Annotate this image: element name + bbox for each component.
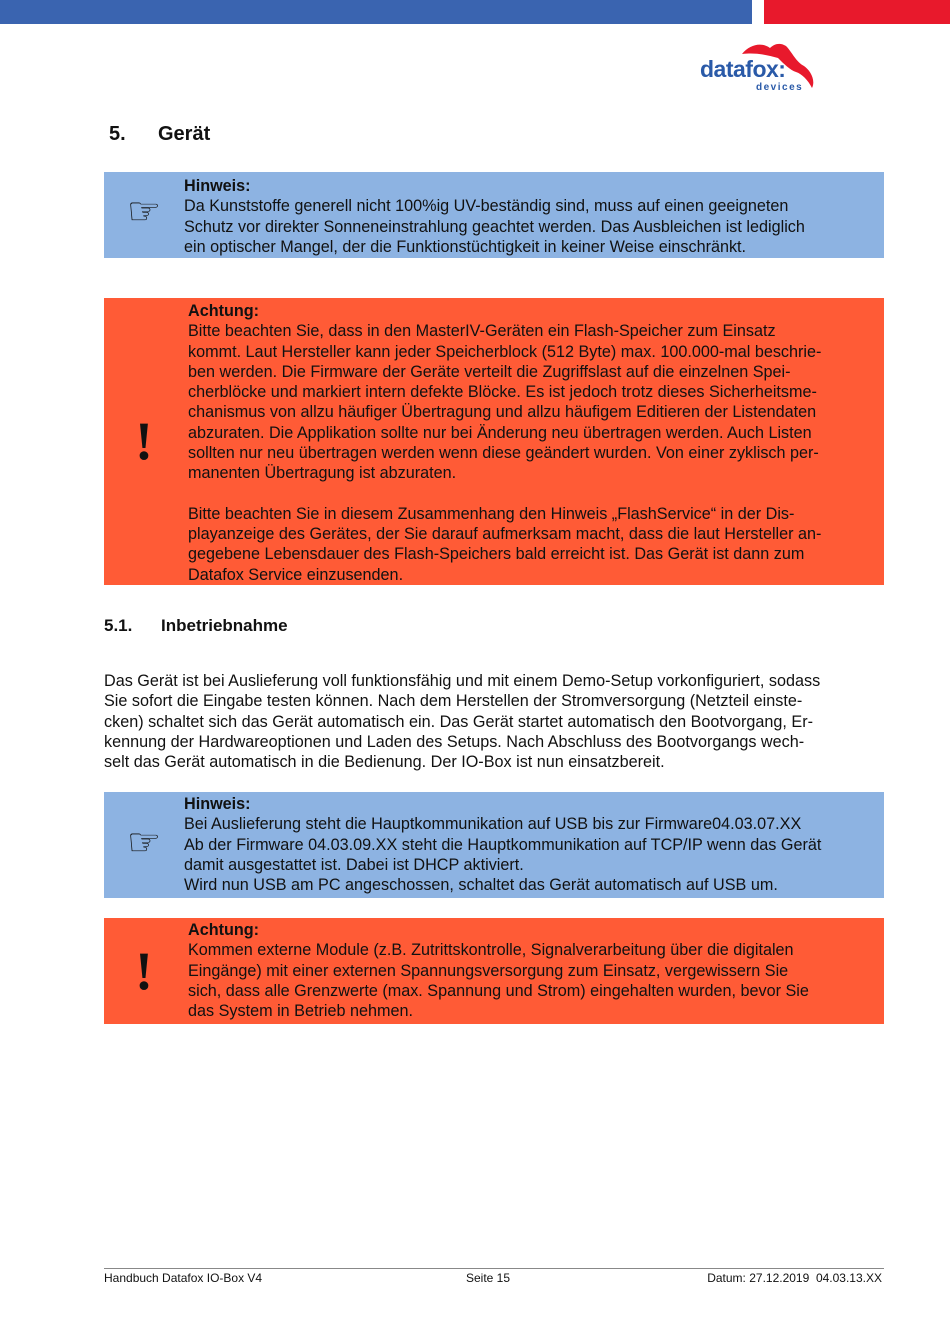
body-paragraph <box>104 671 886 772</box>
footer-left: Handbuch Datafox IO-Box V4 <box>104 1271 263 1285</box>
warning-line: manenten Übertragung ist abzuraten. <box>188 464 457 483</box>
hint-box-uv <box>104 172 884 258</box>
warning-title: Achtung: <box>188 921 260 939</box>
warning-line: chanismus von allzu häufiger Übertragung und allzu häufigem Editieren der Listendaten <box>188 403 817 422</box>
hint-line: damit ausgestattet ist. Dabei ist DHCP aktiviert. <box>184 855 524 874</box>
warning-line: cherblöcke und markiert intern defekte Blöcke. Es ist jedoch trotz dieses Sicherheitsme- <box>188 383 817 402</box>
warning-line: gegebene Lebensdauer des Flash-Speichers bald erreicht ist. Das Gerät ist dann zum <box>188 545 805 564</box>
hint-box-usb <box>104 792 884 898</box>
section-title: Gerät <box>158 123 211 145</box>
warning-line: Bitte beachten Sie in diesem Zusammenhang den Hinweis „FlashService“ in der Dis- <box>188 504 795 523</box>
body-line: cken) schaltet sich das Gerät automatisch ein. Das Gerät startet automatisch den Bootvorgang, Er- <box>104 712 813 731</box>
section-heading <box>109 123 210 146</box>
warning-line: abzuraten. Die Applikation sollte nur bei Änderung neu übertragen werden. Auch Listen <box>188 423 812 442</box>
datafox-logo <box>700 40 820 96</box>
header-bar-blue <box>0 0 752 24</box>
hint-line: Wird nun USB am PC angeschossen, schaltet das Gerät automatisch auf USB um. <box>184 876 778 895</box>
footer-divider <box>104 1268 884 1269</box>
hint-line: ein optischer Mangel, der die Funktionstüchtigkeit in keiner Weise einschränkt. <box>184 237 747 256</box>
header-bar-red <box>764 0 950 24</box>
footer-date-version: Datum: 27.12.2019 04.03.13.XX <box>707 1271 882 1285</box>
warning-box-flash <box>104 298 884 585</box>
warning-line: Datafox Service einzusenden. <box>188 565 404 584</box>
warning-line: ben werden. Die Firmware der Geräte verteilt die Zugriffslast auf die einzelnen Spei- <box>188 362 791 381</box>
subsection-heading <box>104 616 288 636</box>
body-line: kennung der Hardwareoptionen und Laden des Setups. Nach Abschluss des Bootvorgangs wech- <box>104 732 805 751</box>
footer-page-number: Seite 15 <box>466 1271 511 1285</box>
warning-line: playanzeige des Gerätes, der Sie darauf aufmerksam macht, dass die laut Hersteller an- <box>188 524 822 543</box>
body-line: Das Gerät ist bei Auslieferung voll funktionsfähig und mit einem Demo-Setup vorkonfiguriert, sodass <box>104 672 821 690</box>
paragraph-spacer <box>188 484 878 504</box>
warning-line: Bitte beachten Sie, dass in den MasterIV-Geräten ein Flash-Speicher zum Einsatz <box>188 322 776 341</box>
hint-content <box>184 176 878 257</box>
hint-line: Ab der Firmware 04.03.09.XX steht die Hauptkommunikation auf TCP/IP wenn das Gerät <box>184 835 822 854</box>
pointing-hand-icon: ☞ <box>126 820 162 864</box>
warning-box-modules <box>104 918 884 1024</box>
hint-line: Da Kunststoffe generell nicht 100%ig UV-beständig sind, muss auf einen geeigneten <box>184 197 789 216</box>
hint-line: Schutz vor direkter Sonneneinstrahlung geachtet werden. Das Ausbleichen ist lediglich <box>184 217 805 236</box>
logo-word: datafox: <box>700 56 786 82</box>
hint-title: Hinweis: <box>184 795 251 813</box>
warning-title: Achtung: <box>188 302 260 320</box>
exclamation-icon: ! <box>135 941 153 1001</box>
logo-sub: devices <box>756 82 804 93</box>
warning-content <box>188 920 878 1021</box>
pointing-hand-icon: ☞ <box>126 189 162 233</box>
warning-line: sich, dass alle Grenzwerte (max. Spannung und Strom) eingehalten wurden, bevor Sie <box>188 981 809 1000</box>
warning-line: Kommen externe Module (z.B. Zutrittskontrolle, Signalverarbeitung über die digitalen <box>188 941 794 960</box>
exclamation-icon: ! <box>135 411 153 471</box>
hint-line: Bei Auslieferung steht die Hauptkommunikation auf USB bis zur Firmware04.03.07.XX <box>184 815 802 834</box>
hint-content <box>184 794 878 895</box>
subsection-title: Inbetriebnahme <box>161 616 288 635</box>
body-line: selt das Gerät automatisch in die Bedienung. Der IO-Box ist nun einsatzbereit. <box>104 753 665 772</box>
hint-title: Hinweis: <box>184 177 251 195</box>
warning-line: Eingänge) mit einer externen Spannungsversorgung zum Einsatz, vergewissern Sie <box>188 961 789 980</box>
subsection-number: 5.1. <box>104 616 133 635</box>
warning-line: kommt. Laut Hersteller kann jeder Speicherblock (512 Byte) max. 100.000-mal beschrie- <box>188 342 822 361</box>
section-number: 5. <box>109 123 126 145</box>
warning-content <box>188 301 878 585</box>
warning-line: das System in Betrieb nehmen. <box>188 1002 413 1021</box>
warning-line: sollten nur neu übertragen werden wenn diese geändert wurden. Von einer zyklisch per- <box>188 444 819 463</box>
body-line: Sie sofort die Eingabe testen können. Nach dem Herstellen der Stromversorgung (Netzteil einste- <box>104 692 803 711</box>
